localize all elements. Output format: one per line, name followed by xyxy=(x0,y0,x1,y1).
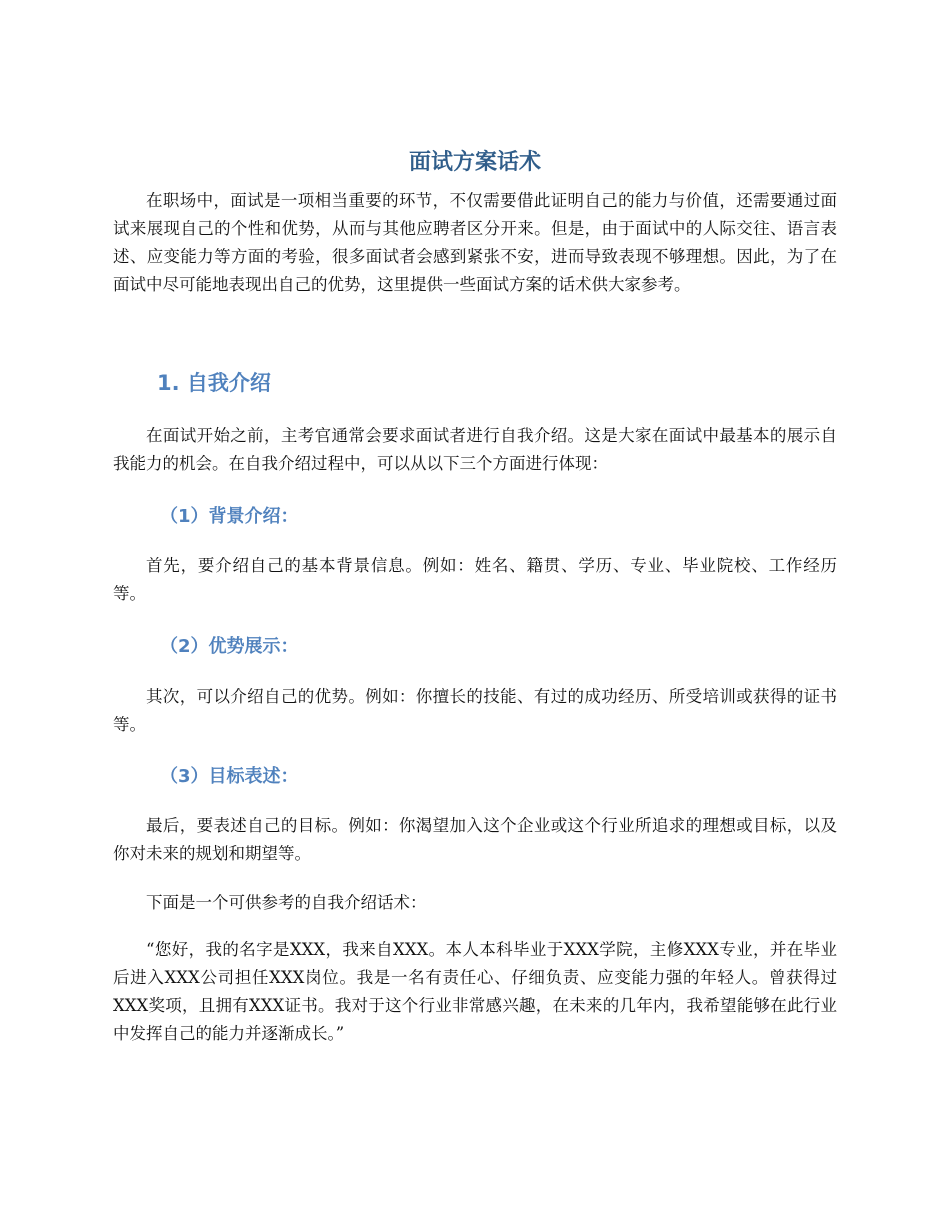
background-paragraph: 首先，要介绍自己的基本背景信息。例如：姓名、籍贯、学历、专业、毕业院校、工作经历等。 xyxy=(113,556,837,603)
subheading-background: （1）背景介绍： xyxy=(160,506,299,527)
section-intro-paragraph: 在面试开始之前，主考官通常会要求面试者进行自我介绍。这是大家在面试中最基本的展示自我能力的机会。在自我介绍过程中，可以从以下三个方面进行体现： xyxy=(113,426,837,473)
document-title: 面试方案话术 xyxy=(408,150,541,175)
sample-quote-paragraph: “您好，我的名字是XXX，我来自XXX。本人本科毕业于XXX学院，主修XXX专业，并在毕业后进入XXX公司担任XXX岗位。我是一名有责任心、仔细负责、应变能力强的年轻人。曾获得过XXX奖项，且拥有XXX证书。我对于这个行业非常感兴趣，在未来的几年内，我希望能够在此行业中发挥自己的能力并逐渐成长。” xyxy=(113,940,837,1043)
goals-paragraph: 最后，要表述自己的目标。例如：你渴望加入这个企业或这个行业所追求的理想或目标，以及你对未来的规划和期望等。 xyxy=(113,816,837,863)
strengths-paragraph: 其次，可以介绍自己的优势。例如：你擅长的技能、有过的成功经历、所受培训或获得的证书等。 xyxy=(113,687,837,734)
section-heading-self-intro: 1. 自我介绍 xyxy=(157,371,271,395)
intro-paragraph: 在职场中，面试是一项相当重要的环节，不仅需要借此证明自己的能力与价值，还需要通过面试来展现自己的个性和优势，从而与其他应聘者区分开来。但是，由于面试中的人际交往、语言表述、应变能力等方面的考验，很多面试者会感到紧张不安，进而导致表现不够理想。因此，为了在面试中尽可能地表现出自己的优势，这里提供一些面试方案的话术供大家参考。 xyxy=(113,191,837,294)
sample-intro-paragraph: 下面是一个可供参考的自我介绍话术： xyxy=(146,893,427,912)
subheading-goals: （3）目标表述： xyxy=(160,766,299,787)
subheading-strengths: （2）优势展示： xyxy=(160,636,299,657)
